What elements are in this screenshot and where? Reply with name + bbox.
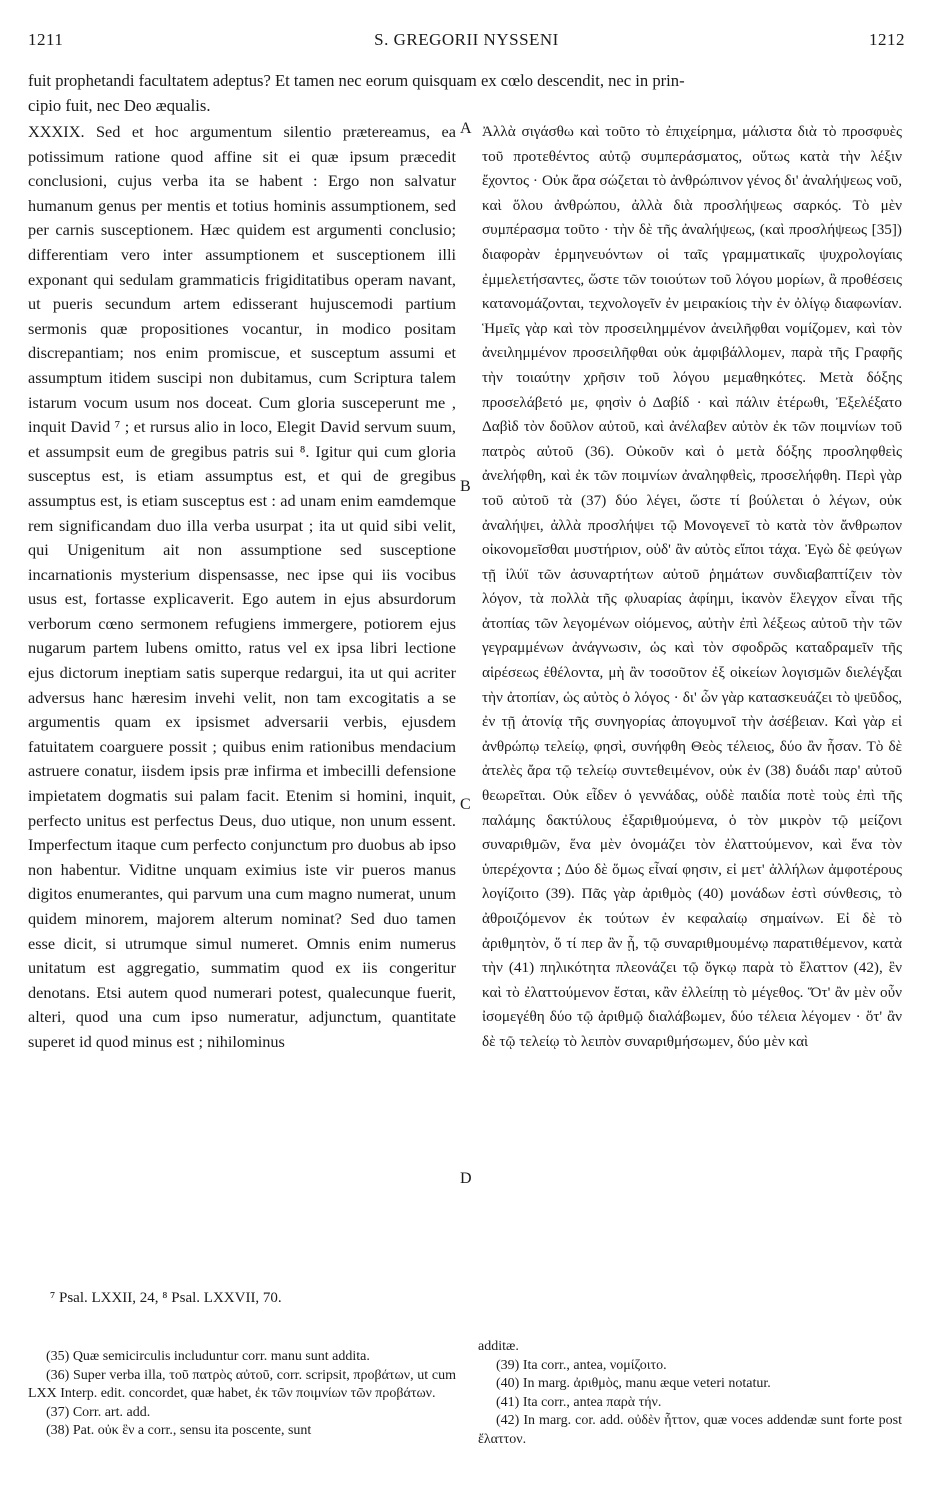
footnote: (39) Ita corr., antea, νομίζοιτο.	[496, 1357, 667, 1373]
running-title: S. GREGORII NYSSENI	[374, 30, 559, 49]
margin-letter-c: C	[460, 796, 471, 813]
footnote-continuation: additæ.	[478, 1339, 519, 1354]
intro-paragraph	[28, 68, 898, 118]
latin-column	[28, 120, 456, 1055]
greek-text: Ἀλλὰ σιγάσθω καὶ τοῦτο τὸ ἐπιχείρημα, μάλιστα διὰ τὸ προσφυὲς τοῦ προτεθέντος αὐτῷ συμπεράσματος, οὕτως κατὰ τὴν λέξιν ἔχοντος · Οὐκ ἄρα σώζεται τὸ ἀνθρώπινον γένος δι' ἀναλήψεως νοῦ, καὶ ὅλου ἀνθρώπου, ἀλλὰ διὰ προσλήψεως σαρκός. Τὸ μὲν συμπέρασμα τοῦτο · τὴν δὲ τῆς ἀναλήψεως, (καὶ προσλήψεως [35]) διαφορὰν ἑρμηνευόντων οἱ ταῖς γραμματικαῖς ψυχρολογίαις ἐμμελετήσαντες, ὥστε τῶν τοιούτων τοῦ λόγου μορίων, ἃ προθέσεις κατανομάζονται, τεχνολογεῖν ἐν μειρακίοις τὴν ἐν ὀλίγῳ διαφωνίαν. Ἡμεῖς γὰρ καὶ τὸν προσειλημμένον ἀνειλῆφθαι νομίζομεν, καὶ τὸν ἀνειλημμένον προσειλῆφθαι οὐκ ἀμφιβάλλομεν, παρὰ τῆς Γραφῆς τὴν τοιαύτην χρῆσιν τοῦ λόγου μεμαθηκότες. Μετὰ δόξης προσελάβετό με, φησὶν ὁ Δαβίδ · καὶ πάλιν ἑτέρωθι, Ἐξελέξατο Δαβὶδ τὸν δοῦλον αὐτοῦ, καὶ ἀνέλαβεν αὐτὸν ἐκ τῶν ποιμνίων τοῦ πατρὸς αὐτοῦ (36). Οὐκοῦν καὶ ὁ μετὰ δόξης προσληφθεὶς ἀνελήφθη, καὶ ἐκ τῶν ποιμνίων ἀναληφθεὶς, προσελήφθη. Περὶ γὰρ τοῦ αὐτοῦ τὰ (37) δύο λέγει, ὥστε τί βούλεται ὁ λέγων, οὐκ ἀναλήψει, ἀλλὰ προσλήψει τῷ Μονογενεῖ τὸ κατὰ τὸν ἄνθρωπον οἰκονομεῖσθαι μυστήριον, οὐδ' ἂν αὐτὸς εἴποι τάχα. Ἐγὼ δὲ φεύγων τῇ ἰλύϊ τῶν ἀσυναρτήτων αὐτοῦ ῥημάτων συνδιαβαπτίζειν τὸν λόγον, τὰ πολλὰ τῆς φλυαρίας ἀφίημι, ἱκανὸν ἔλεγχον εἶναι τῆς ἀτοπίας τῶν λεγομένων οἰόμενος, αὐτὴν ἐπὶ λέξεως αὐτοῦ τὴν τῶν γεγραμμένων ἀνάγνωσιν, ὡς καὶ τὸν σφοδρῶς καταδραμεῖν τῆς αἱρέσεως ἐθέλοντα, μὴ ἂν τοσοῦτον ἐξ οἰκείων λογισμῶν διελέγξαι τὴν ἀτοπίαν, ὡς αὐτὸς ὁ λόγος · δι' ὧν γὰρ κατασκευάζει τὸ ψεῦδος, ἐν τῇ ἀτονίᾳ τῆς συνηγορίας ἀπογυμνοῖ τὴν ἀσέβειαν. Καὶ γὰρ εἰ ἀνθρώπῳ τελείῳ, φησὶ, συνήφθη Θεὸς τέλειος, δύο ἂν ἦσαν. Τὸ δὲ ἀτελὲς ἄρα τῷ τελείῳ συντεθειμένον, οὐκ ἐν (38) δυάδι παρ' αὐτοῦ θεωρεῖται. Οὐκ εἶδεν ὁ γεννάδας, οὐδὲ παιδία ποτὲ τοὺς ἐπὶ τῆς παλάμης δακτύλους ἐξαριθμούμενα, ὁ τὸν μικρὸν τῷ μείζονι συναριθμῶν, ἕνα μὲν ὀνομάζει τὸν ἐλαττούμενον, καὶ ἕνα τὸν ὑπερέχοντα ; Δύο δὲ ὅμως εἶναί φησιν, εἰ μετ' ἀλλήλων ἀμφοτέρους λογίζοιτο (39). Πᾶς γὰρ ἀριθμὸς (40) μονάδων ἐστὶ σύνθεσις, τὸ ἀθροιζόμενον ἐκ τούτων ἐν κεφαλαίῳ σημαίνων. Εἰ δὲ τὸ ἀριθμητὸν, ὅ τί περ ἂν ᾖ, τῷ συναριθμουμένῳ παρατιθέμενον, κατὰ τὴν (41) πηλικότητα πλεονάζει τῷ ὄγκῳ παρὰ τὸ ἔλαττον (42), ἓν καὶ τὸ ἐλαττούμενον ἔσται, κἂν ἐλλείπῃ τὸ μέγεθος. Ὅτ' ἂν μὲν οὖν ἰσομεγέθη δύο τῷ ἀριθμῷ διαλάβωμεν, δύο τέλεια λέγομεν · ὅτ' ἂν δὲ τῷ τελείῳ τὸ λειπὸν συναριθμήσωμεν, δύο μὲν καὶ	[482, 123, 902, 1050]
margin-letter-a: A	[460, 120, 472, 137]
footnote: (35) Quæ semicirculis includuntur corr. manu sunt addita.	[46, 1349, 370, 1364]
page-number-left: 1211	[28, 30, 64, 49]
footnotes-right	[478, 1338, 902, 1449]
footnote: (41) Ita corr., antea παρὰ τήν.	[496, 1394, 662, 1410]
page-header	[28, 30, 905, 54]
margin-letter-b: B	[460, 478, 471, 495]
footnote: (37) Corr. art. add.	[46, 1404, 151, 1420]
footnotes-left	[28, 1348, 456, 1441]
page-number-right: 1212	[869, 30, 905, 49]
intro-line: cipio fuit, nec Deo æqualis.	[28, 96, 211, 115]
footnote: (40) In marg. ἀριθμὸς, manu æque veteri notatur.	[496, 1376, 771, 1391]
intro-line: fuit prophetandi facultatem adeptus? Et tamen nec eorum quisquam ex cœlo descendit, nec in prin-	[28, 71, 685, 90]
footnote: (36) Super verba illa, τοῦ πατρὸς αὐτοῦ, corr. scripsit, προβάτων, ut cum LXX Interp. edit. concordet, quæ habet, ἐκ τῶν ποιμνίων τῶν προβάτων.	[28, 1367, 456, 1401]
scripture-references: ⁷ Psal. LXXII, 24, ⁸ Psal. LXXVII, 70.	[50, 1290, 282, 1306]
greek-column	[482, 120, 902, 1055]
margin-letter-d: D	[460, 1170, 472, 1187]
footnote: (42) In marg. cor. add. οὐδὲν ἧττον, quæ voces addendæ sunt forte post ἔλαττον.	[478, 1413, 902, 1447]
latin-text: XXXIX. Sed et hoc argumentum silentio prætereamus, ea potissimum ratione quod affine sit ei quæ ipsum præcedit conclusioni, cujus verba ita se habent : Ergo non salvatur humanum genus per mentis et totius hominis assumptionem, sed per carnis susceptionem. Hæc quidem est argumenti conclusio; differentiam vero inter assumptionem et susceptionem illi exponant qui sedulam grammaticis frigiditatibus operam navant, ut pueris secundum artem edisserant hujuscemodi partium sermonis quæ propositiones vocantur, in modico positam discrepantiam; nos enim promiscue, et susceptum assumi et assumptum itidem suscipi non dubitamus, cum Scriptura talem istarum vocum usum nos doceat. Cum gloria susceperunt me , inquit David ⁷ ; et rursus alio in loco, Elegit David servum suum, et assumpsit eum de gregibus patris sui ⁸. Igitur qui cum gloria susceptus est, is etiam assumptus est, et qui de gregibus assumptus est, is etiam susceptus est : ad unam enim eamdemque rem significandam duo illa verba usurpat ; ita ut quid sibi velit, qui Unigenitum ait non assumptione sed susceptione incarnationis mysterium dispensasse, nec ipse qui iis vocibus usus est, fortasse explicaverit. Ego autem in ejus absurdorum verborum cœno sermonem refugiens immergere, potiorem ejus nugarum partem lubens omitto, ratus vel ex ipsa libri lectione ejus dictorum ineptiam satis superque redargui, ita ut qui acriter adversus hanc hæresim invehi velit, non tam excogitatis a se argumentis quam ex ipsismet adversarii verbis, ejusdem fatuitatem coarguere possit ; quibus enim rationibus mendacium astruere conatur, iisdem ipsis præ infirma et imbecilli defensione impietatem dogmatis sui palam facit. Etenim si homini, inquit, perfecto unitus est perfectus Deus, duo utique, non unum essent. Imperfectum itaque cum perfecto conjunctum pro duobus ab ipso non habentur. Viditne unquam eximius iste vir pueros manus digitos enumerantes, qui parvum una cum magno numerat, unum quidem minorem, majorem alterum nominat? Sed duo tamen esse dicit, si utrumque simul numeret. Omnis enim numerus unitatum est aggregatio, summatim quod ex iis congeritur denotans. Etsi autem quod numerari potest, qualecunque fuerit, alteri, quod una cum ipso numeratur, adjunctum, quantitate superet id quod minus est ; nihilominus	[28, 122, 456, 1051]
footnote: (38) Pat. οὐκ ἓν a corr., sensu ita poscente, sunt	[46, 1423, 312, 1438]
